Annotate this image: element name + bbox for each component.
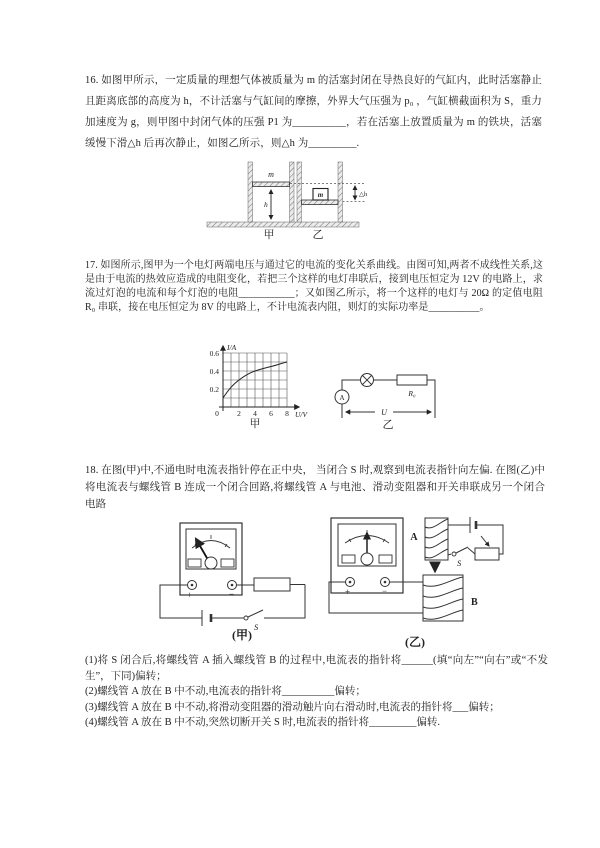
x-axis-label: U/V	[295, 410, 308, 419]
ytick-02: 0.2	[209, 385, 219, 394]
sub-question-2: (2)螺线管 A 放在 B 中不动,电流表的指针将__________偏转；	[85, 686, 366, 697]
battery-symbol	[470, 517, 476, 533]
ytick-06: 0.6	[209, 349, 219, 358]
minus-label: −	[382, 586, 388, 596]
switch-symbol	[452, 547, 475, 556]
meter-pivot	[361, 553, 373, 565]
figure-18-yi	[325, 512, 515, 650]
coil-a	[410, 518, 448, 560]
question-17-text: 17. 如图所示,图甲为一个电灯两端电压与通过它的电流的变化关系曲线。由图可知,两者不成线性关系,这是由于电流的热效应造成的电阻变化，若把三个这样的电灯串联后，接到电压恒定为 12V 的电路上，求流过灯泡的电流和每个灯泡的电阻___________；又如图乙所示，将一个这样的电灯与 20Ω 的定值电阻 R₀ 串联，接在电压恒定为 8V 的电路上，不计电流表内阻，则灯的实际功率是__________。	[85, 260, 543, 313]
switch-label: S	[254, 622, 259, 632]
ground	[207, 222, 359, 227]
coil-b-label: B	[471, 597, 478, 608]
figure-18-jia-caption: (甲)	[232, 628, 252, 642]
resistor-label: R₀	[408, 389, 416, 398]
sub-question-1: (1)将 S 闭合后,将螺线管 A 插入螺线管 B 的过程中,电流表的指针将______(填“向左”“向右”或“不发生”，下同)偏转；	[85, 655, 548, 682]
sub-question-3: (3)螺线管 A 放在 B 中不动,将滑动变阻器的滑动触片向右滑动时,电流表的指针将___偏转；	[85, 701, 500, 713]
figure-17-graph	[197, 341, 309, 429]
figure-17-circuit	[333, 350, 453, 430]
figure-17-circuit-caption: 乙	[382, 419, 394, 430]
xtick-6: 6	[269, 409, 273, 418]
y-axis-label: I/A	[227, 343, 237, 352]
figure-18-yi-caption: (乙)	[405, 635, 425, 649]
figure-16-caption-yi: 乙	[312, 229, 324, 241]
resistor-symbol	[397, 375, 427, 385]
ammeter-label: A	[339, 394, 345, 402]
sub-questions	[85, 653, 548, 731]
coil-b	[423, 575, 478, 621]
cylinder-yi	[297, 162, 343, 222]
sub-question-4: (4)螺线管 A 放在 B 中不动,突然切断开关 S 时,电流表的指针将_________偏转.	[85, 717, 440, 728]
minus-label: −	[229, 589, 235, 599]
figure-18-jia	[150, 518, 320, 642]
lamp-symbol	[361, 374, 374, 387]
delta-h-label: △h	[359, 191, 368, 198]
piston-jia	[253, 182, 290, 187]
figure-17-graph-caption: 甲	[249, 418, 261, 429]
xtick-4: 4	[253, 409, 257, 418]
piston-mass-label: m	[268, 170, 274, 179]
piston-yi	[302, 200, 339, 205]
figure-16-cylinders	[205, 160, 375, 242]
resistor-symbol	[254, 578, 290, 591]
voltage-label: U	[381, 408, 387, 417]
battery-symbol	[202, 610, 211, 626]
switch-symbol	[244, 610, 263, 620]
height-label: h	[264, 200, 268, 209]
coil-a-label: A	[410, 532, 418, 543]
xtick-8: 8	[285, 409, 289, 418]
plus-label: +	[345, 587, 351, 597]
plus-label: +	[187, 590, 193, 600]
switch-label: S	[457, 558, 462, 568]
origin-label: 0	[215, 409, 219, 418]
block-mass-label: m	[317, 191, 324, 199]
galvanometer	[331, 518, 403, 597]
voltage-span	[342, 406, 435, 418]
question-16-text: 16. 如图甲所示，一定质量的理想气体被质量为 m 的活塞封闭在导热良好的气缸内，此时活塞静止且距离底部的高度为 h，不计活塞与气缸间的摩擦，外界大气压强为 p₀ ，气缸横截面积为 S，重力加速度为 g，则甲图中封闭气体的压强 P1 为__________，若在活塞上放置质量为 m 的铁块，活塞缓慢下滑△h 后再次静止，如图乙所示，则△h 为_________.	[85, 75, 542, 149]
grid	[223, 353, 287, 407]
figure-16-caption-jia: 甲	[263, 229, 275, 241]
rheostat-symbol	[475, 536, 499, 560]
galvanometer	[180, 523, 242, 600]
xtick-2: 2	[237, 409, 241, 418]
cylinder-jia	[248, 162, 294, 222]
question-18-text: 18. 在图(甲)中,不通电时电流表指针停在正中央， 当闭合 S 时,观察到电流表指针向左偏. 在图(乙)中将电流表与螺线管 B 连成一个闭合回路,将螺线管 A 与电池、滑动变阻器和开关串联成另一个闭合电路	[85, 465, 545, 510]
meter-pivot	[205, 557, 217, 569]
ytick-04: 0.4	[209, 367, 219, 376]
